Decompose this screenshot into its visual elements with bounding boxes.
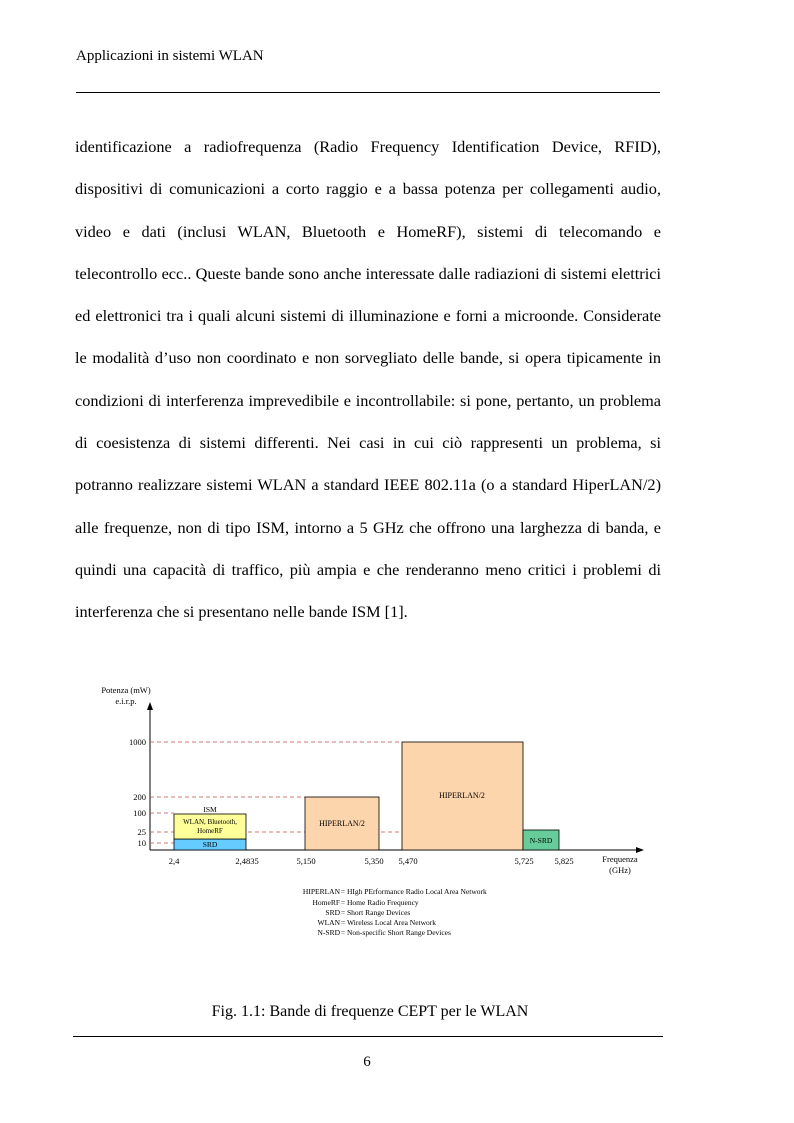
- figure-legend: [303, 887, 487, 937]
- band-chart-svg: [90, 680, 650, 945]
- y-tick-labels: [129, 737, 146, 848]
- legend-abbr: WLAN: [317, 918, 340, 927]
- hiperlan-high-label: HIPERLAN/2: [439, 791, 485, 800]
- y-tick: 200: [133, 792, 146, 802]
- x-tick: 5,725: [514, 856, 534, 866]
- x-tick: 2,4: [168, 856, 180, 866]
- legend-def: Home Radio Frequency: [347, 898, 419, 907]
- srd-label: SRD: [202, 840, 218, 849]
- legend-def: Wireless Local Area Network: [347, 918, 437, 927]
- x-tick-labels: [169, 856, 574, 866]
- header-rule: [76, 92, 660, 93]
- y-axis-arrow-icon: [147, 702, 153, 710]
- figure-caption: Fig. 1.1: Bande di frequenze CEPT per le WLAN: [211, 1003, 529, 1020]
- legend-abbr: HomeRF: [312, 898, 340, 907]
- legend-row: [318, 918, 437, 927]
- legend-equals: =: [340, 898, 346, 907]
- legend-abbr: SRD: [325, 908, 340, 917]
- x-axis-arrow-icon: [636, 847, 644, 853]
- legend-def: HIgh PErformance Radio Local Area Network: [347, 887, 487, 896]
- y-tick: 1000: [129, 737, 146, 747]
- ism-label: ISM: [203, 805, 217, 814]
- legend-def: Short Range Devices: [347, 908, 411, 917]
- hiperlan-low-label: HIPERLAN/2: [319, 819, 365, 828]
- footer-rule: [73, 1036, 663, 1037]
- y-tick: 25: [137, 827, 146, 837]
- x-tick: 5,470: [398, 856, 418, 866]
- x-tick: 5,825: [554, 856, 574, 866]
- legend-row: [303, 887, 487, 896]
- body-text: [75, 126, 661, 634]
- legend-abbr: HIPERLAN: [302, 887, 340, 896]
- body-paragraph: identificazione a radiofrequenza (Radio Frequency Identification Device, RFID), dispositivi di comunicazioni a corto raggio e a bassa potenza per collegamenti audio, video e dati (inclusi WLAN, Bluetooth e HomeRF), sistemi di telecomando e telecontrollo ecc.. Queste bande sono anche interessate dalle radiazioni di sistemi elettrici ed elettronici tra i quali alcuni sistemi di illuminazione e forni a microonde. Considerate le modalità d’uso non coordinato e non sorvegliato delle bande, si opera tipicamente in condizioni di interferenza imprevedibile e incontrollabile: si pone, pertanto, un problema di coesistenza di sistemi differenti. Nei casi in cui ciò rappresenti un problema, si potranno realizzare sistemi WLAN a standard IEEE 802.11a (o a standard HiperLAN/2) alle frequenze, non di tipo ISM, intorno a 5 GHz che offrono una larghezza di banda, e quindi una capacità di traffico, più ampia e che renderanno meno critici i problemi di interferenza che si presentano nelle bande ISM [1].: [75, 137, 661, 622]
- x-axis-title: Frequenza: [602, 854, 638, 864]
- legend-abbr: N-SRD: [317, 928, 340, 937]
- page-number: 6: [363, 1054, 371, 1070]
- wlan-label-line2: HomeRF: [197, 827, 223, 835]
- x-axis-subtitle: (GHz): [609, 865, 631, 875]
- x-tick: 5,150: [296, 856, 316, 866]
- y-tick: 100: [133, 808, 146, 818]
- y-axis-title: Potenza (mW): [101, 685, 151, 695]
- legend-equals: =: [340, 908, 346, 917]
- legend-def: Non-specific Short Range Devices: [347, 928, 451, 937]
- legend-row: [325, 908, 410, 917]
- y-tick: 10: [137, 838, 146, 848]
- x-tick: 2,4835: [235, 856, 259, 866]
- legend-equals: =: [340, 918, 346, 927]
- legend-equals: =: [340, 887, 346, 896]
- y-axis-subtitle: e.i.r.p.: [115, 696, 137, 706]
- legend-row: [312, 898, 418, 907]
- nsrd-label: N-SRD: [529, 836, 553, 845]
- wlan-label-line1: WLAN, Bluetooth,: [183, 818, 237, 826]
- legend-equals: =: [340, 928, 346, 937]
- x-tick: 5,350: [364, 856, 384, 866]
- legend-row: [317, 928, 451, 937]
- frequency-band-figure: [90, 680, 650, 945]
- running-header: Applicazioni in sistemi WLAN: [76, 48, 264, 64]
